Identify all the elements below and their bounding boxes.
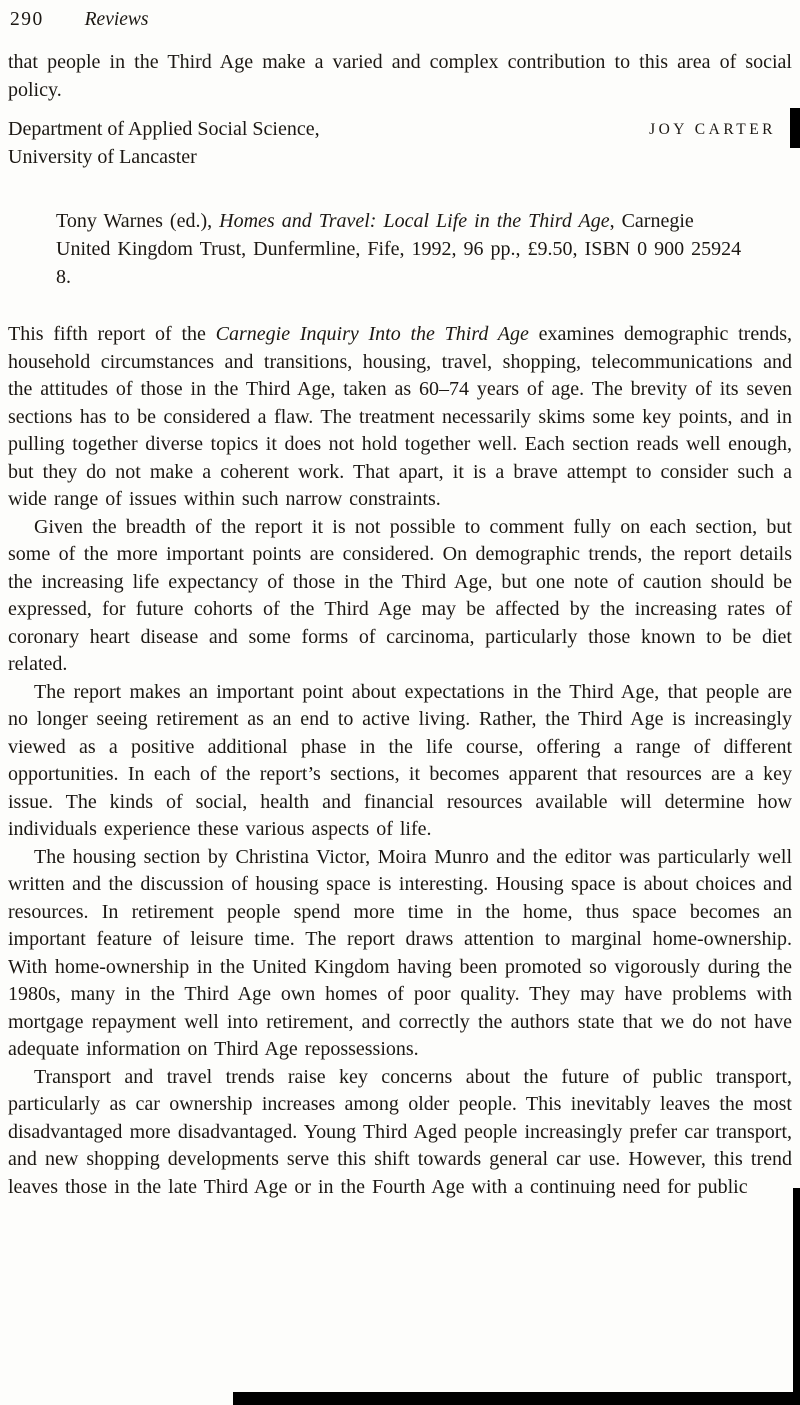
running-head-title: Reviews xyxy=(84,9,149,30)
page-number: 290 xyxy=(10,9,44,30)
review-signoff xyxy=(8,116,792,171)
reviewer-name: JOY CARTER xyxy=(649,121,776,138)
page-header xyxy=(8,6,792,33)
affiliation-line-1: Department of Applied Social Science, xyxy=(8,118,320,140)
book-title: Homes and Travel: Local Life in the Third Age xyxy=(219,210,610,232)
paragraph-3: The report makes an important point about expectations in the Third Age, that people are no longer seeing retirement as an end to active living. Rather, the Third Age is increasingly viewed as a positive additional phase in the life course, offering a range of different opportunities. In each of the report’s sections, it becomes apparent that resources are a key issue. The kinds of social, health and financial resources available will determine how individuals experience these various aspects of life. xyxy=(8,680,792,840)
affiliation-line-2: University of Lancaster xyxy=(8,145,197,168)
paragraph-1 xyxy=(8,321,792,514)
scan-artifact-right-bottom xyxy=(793,1188,800,1405)
review-body xyxy=(8,321,792,1201)
review-closing-paragraph: that people in the Third Age make a varied and complex contribution to this area of social policy. xyxy=(8,51,792,101)
citation-authors: Tony Warnes (ed.), xyxy=(56,210,220,232)
scan-artifact-right-top xyxy=(790,108,800,148)
inquiry-title: Carnegie Inquiry Into the Third Age xyxy=(215,323,529,345)
paragraph-1-rest: examines demographic trends, household circumstances and transitions, housing, travel, shopping, telecommunications and the attitudes of those in the Third Age, taken as 60–74 years of age. The brevity of its seven sections has to be considered a flaw. The treatment necessarily skims some key points, and in pulling together diverse topics it does not hold together well. Each section reads well enough, but they do not make a coherent work. That apart, it is a brave attempt to consider such a wide range of issues within such narrow constraints. xyxy=(8,323,792,510)
paragraph-5: Transport and travel trends raise key concerns about the future of public transport, particularly as car ownership increases among older people. This inevitably leaves the most disadvantaged more disadvantaged. Young Third Aged people increasingly prefer car transport, and new shopping developments serve this shift towards general car use. However, this trend leaves those in the late Third Age or in the Fourth Age with a continuing need for public xyxy=(8,1065,792,1198)
citation-details: , Carnegie United Kingdom Trust, Dunfermline, Fife, 1992, 96 pp., £9.50, ISBN 0 900 25924 8. xyxy=(56,210,742,288)
scan-artifact-bottom xyxy=(233,1392,800,1405)
paragraph-2: Given the breadth of the report it is not possible to comment fully on each section, but some of the more important points are considered. On demographic trends, the report details the increasing life expectancy of those in the Third Age, but one note of caution should be expressed, for future cohorts of the Third Age may be affected by the increasing rates of coronary heart disease and some forms of carcinoma, particularly those known to be diet related. xyxy=(8,515,792,675)
paragraph-1-lead: This fifth report of the xyxy=(8,323,216,345)
paragraph-4: The housing section by Christina Victor, Moira Munro and the editor was particularly well written and the discussion of housing space is interesting. Housing space is about choices and resources. In retirement people spend more time in the home, thus space becomes an important feature of leisure time. The report draws attention to marginal home-ownership. With home-ownership in the United Kingdom having been promoted so vigorously during the 1980s, many in the Third Age own homes of poor quality. They may have problems with mortgage repayment well into retirement, and correctly the authors state that we do not have adequate information on Third Age repossessions. xyxy=(8,845,792,1060)
book-citation xyxy=(56,207,752,291)
reviewer-affiliation xyxy=(8,116,320,171)
